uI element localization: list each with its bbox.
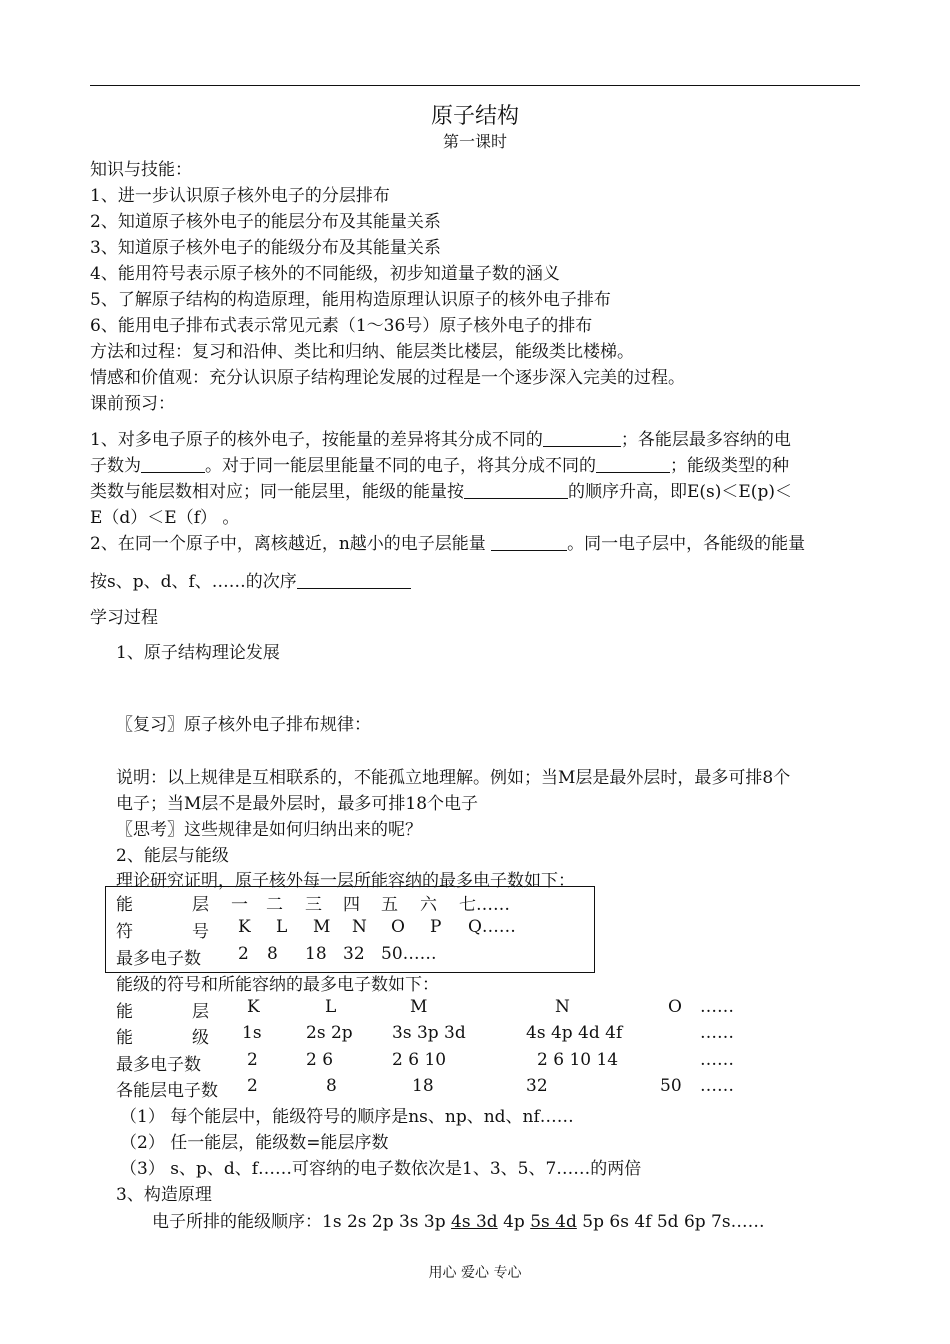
level-table-cell: 2 6 (306, 1050, 334, 1070)
shell-table-cell: 七…… (459, 895, 510, 915)
shell-table-cell: P (430, 917, 442, 937)
level-table-cell: N (555, 997, 570, 1017)
objective-item: 6、能用电子排布式表示常见元素（1～36号）原子核外电子的排布 (90, 316, 593, 336)
header-rule (90, 85, 860, 86)
process-heading: 学习过程 (90, 608, 158, 628)
preview-q2-line2 (90, 567, 411, 592)
level-table-cell: 能 (116, 1028, 133, 1048)
level-table-cell: 2 (247, 1076, 258, 1096)
preview-q1-line3 (90, 477, 792, 502)
page-subtitle: 第一课时 (442, 132, 507, 151)
q1-text: 1、对多电子原子的核外电子，按能量的差异将其分成不同的 (90, 430, 543, 450)
q1-text: 类数与能层数相对应；同一能层里，能级的能量按 (90, 482, 464, 502)
level-table-cell: L (325, 997, 337, 1017)
preview-q1-line2 (90, 451, 789, 476)
q1-text: 的顺序升高，即E(s)＜E(p)＜ (568, 482, 792, 502)
shell-table-cell: 号 (192, 922, 209, 942)
objective-item: 3、知道原子核外电子的能级分布及其能量关系 (90, 238, 441, 258)
level-table-cell: …… (700, 1050, 734, 1070)
q2-text: 2、在同一个原子中，离核越近，n越小的电子层能量 (90, 534, 492, 554)
preview-q1-line4: E（d）＜E（f） 。 (90, 508, 240, 528)
level-table-cell: K (247, 997, 260, 1017)
answer-blank[interactable] (596, 456, 670, 473)
level-table-cell: 8 (326, 1076, 337, 1096)
shell-table-cell: L (276, 917, 288, 937)
aufbau-order-line (152, 1207, 765, 1232)
shell-table-cell: K (238, 917, 251, 937)
q1-text: 。对于同一能层里能量不同的电子，将其分成不同的 (205, 456, 596, 476)
conclusion-item: （1） 每个能层中，能级符号的顺序是ns、np、nd、nf…… (120, 1107, 574, 1127)
shell-table-cell: M (313, 917, 331, 937)
answer-blank[interactable] (464, 482, 568, 499)
shell-table-cell: 32 (343, 944, 365, 964)
preview-q2-line1 (90, 529, 805, 554)
review-line: 〖复习〗原子核外电子排布规律： (116, 715, 371, 735)
level-table-cell: 18 (412, 1076, 434, 1096)
q2-text: 按s、p、d、f、……的次序 (90, 572, 297, 592)
preview-q1-line1 (90, 425, 791, 450)
level-table-cell: 2 6 10 (392, 1050, 447, 1070)
shell-table-cell: 2 (238, 944, 249, 964)
q1-text: 子数为 (90, 456, 141, 476)
level-table-cell: …… (700, 1023, 734, 1043)
shell-table-cell: O (391, 917, 405, 937)
shell-table-cell: 五 (381, 895, 398, 915)
shell-table-cell: 二 (266, 895, 283, 915)
answer-blank[interactable] (297, 572, 411, 589)
answer-blank[interactable] (491, 534, 567, 551)
shell-table-cell: 能 (116, 895, 133, 915)
level-table-cell: 各能层电子数 (116, 1081, 218, 1101)
level-table-cell: 层 (192, 1002, 209, 1022)
level-table-cell: 能 (116, 1002, 133, 1022)
objective-item: 5、了解原子结构的构造原理，能用构造原理认识原子的核外电子排布 (90, 290, 611, 310)
note-line-2: 电子；当M层不是最外层时，最多可排18个电子 (116, 794, 479, 814)
shell-table-cell: N (352, 917, 367, 937)
level-table-cell: 4s 4p 4d 4f (526, 1023, 623, 1043)
level-table-cell: 2 6 10 14 (537, 1050, 619, 1070)
shell-table-cell: 三 (305, 895, 322, 915)
preview-heading: 课前预习： (90, 394, 175, 414)
level-table-cell: 2s 2p (306, 1023, 353, 1043)
aufbau-underlined: 4s 3d (451, 1212, 498, 1232)
shell-table-cell: 符 (116, 922, 133, 942)
shell-table-cell: 最多电子数 (116, 949, 201, 969)
answer-blank[interactable] (543, 430, 621, 447)
think-line: 〖思考〗这些规律是如何归纳出来的呢？ (116, 820, 422, 840)
page-title: 原子结构 (430, 104, 519, 129)
aufbau-text: 电子所排的能级顺序：1s 2s 2p 3s 3p (152, 1212, 452, 1232)
shell-table-cell: 六 (420, 895, 437, 915)
level-table-cell: 50 (660, 1076, 682, 1096)
shell-table-cell: 18 (305, 944, 327, 964)
shell-table-cell: 四 (343, 895, 360, 915)
section-1-heading: 1、原子结构理论发展 (116, 643, 280, 663)
section-3-heading: 3、构造原理 (116, 1185, 212, 1205)
objective-item: 2、知道原子核外电子的能层分布及其能量关系 (90, 212, 441, 232)
conclusion-item: （2） 任一能层，能级数=能层序数 (120, 1133, 389, 1153)
level-table-cell: O (668, 997, 682, 1017)
shell-table-cell: 50…… (381, 944, 437, 964)
shell-table-cell: 层 (192, 895, 209, 915)
level-table-cell: 2 (247, 1050, 258, 1070)
emotion-line: 情感和价值观：充分认识原子结构理论发展的过程是一个逐步深入完美的过程。 (90, 368, 685, 388)
level-table-cell: 3s 3p 3d (392, 1023, 466, 1043)
q1-text: ；各能层最多容纳的电 (620, 430, 791, 450)
q1-text: ；能级类型的种 (670, 456, 789, 476)
level-table-cell: M (410, 997, 428, 1017)
page-footer: 用心 爱心 专心 (428, 1265, 522, 1281)
conclusion-item: （3） s、p、d、f……可容纳的电子数依次是1、3、5、7……的两倍 (120, 1159, 642, 1179)
shell-table-cell: 8 (267, 944, 278, 964)
section-2-intro: 理论研究证明，原子核外每一层所能容纳的最多电子数如下： (116, 871, 575, 891)
aufbau-text: 5p 6s 4f 5d 6p 7s…… (576, 1212, 765, 1232)
objective-item: 1、进一步认识原子核外电子的分层排布 (90, 186, 390, 206)
level-table-intro: 能级的符号和所能容纳的最多电子数如下： (116, 975, 439, 995)
section-2-heading: 2、能层与能级 (116, 846, 229, 866)
level-table-cell: …… (700, 1076, 734, 1096)
level-table-cell: 32 (526, 1076, 548, 1096)
level-table-cell: …… (700, 997, 734, 1017)
objective-item: 4、能用符号表示原子核外的不同能级，初步知道量子数的涵义 (90, 264, 560, 284)
level-table-cell: 级 (192, 1028, 209, 1048)
shell-table-cell: Q…… (468, 917, 516, 937)
shell-table-cell: 一 (231, 895, 248, 915)
q2-text: 。同一电子层中，各能级的能量 (567, 534, 806, 554)
method-line: 方法和过程：复习和沿伸、类比和归纳、能层类比楼层，能级类比楼梯。 (90, 342, 634, 362)
level-table-cell: 1s (242, 1023, 262, 1043)
aufbau-text: 4p (497, 1212, 531, 1232)
objectives-heading: 知识与技能： (90, 160, 192, 180)
note-line-1: 说明：以上规律是互相联系的，不能孤立地理解。例如；当M层是最外层时，最多可排8个 (116, 768, 791, 788)
answer-blank[interactable] (141, 456, 205, 473)
level-table-cell: 最多电子数 (116, 1055, 201, 1075)
aufbau-underlined: 5s 4d (530, 1212, 577, 1232)
